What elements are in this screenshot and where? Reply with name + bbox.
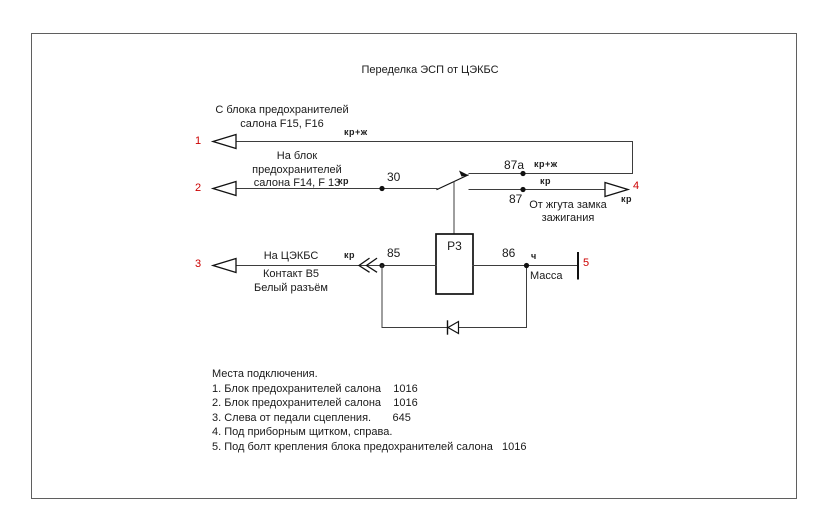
relay-switch-blade (437, 175, 468, 190)
point2-label-line1: На блок (276, 150, 318, 162)
junction-dot-30 (379, 186, 384, 191)
point-number-4: 4 (633, 180, 640, 192)
junction-dot-86 (524, 263, 529, 268)
wire3-color-label: кр (344, 250, 356, 260)
point-number-5: 5 (583, 257, 590, 269)
terminal-arrow-1 (213, 135, 236, 149)
note-item-5: 5. Под болт крепления блока предохранителей салона 1016 (212, 440, 527, 453)
diode-icon (448, 321, 459, 334)
point2-label-line3: салона F14, F 13 (253, 177, 341, 189)
wire1-color-label: кр+ж (344, 127, 368, 137)
terminal-arrow-3 (213, 259, 236, 273)
point2-label-line2: предохранителей (252, 163, 342, 176)
point1-label-line2: салона F15, F16 (240, 117, 324, 130)
point-number-3: 3 (195, 258, 202, 270)
relay-contact-87-label: 87 (509, 192, 523, 206)
terminal-arrow-2 (213, 182, 236, 196)
connection-notes (212, 367, 526, 455)
point4-label-line2: зажигания (541, 212, 595, 224)
page-title: Переделка ЭСП от ЦЭКБС (361, 64, 499, 76)
relay-contact-30-label: 30 (387, 170, 401, 184)
relay-contact-85-label: 85 (387, 246, 401, 260)
note-item-2: 2. Блок предохранителей салона 1016 (212, 397, 418, 410)
note-item-1: 1. Блок предохранителей салона 1016 (212, 382, 418, 395)
wire2-color-label: кр (338, 176, 350, 186)
point1-label (212, 104, 352, 131)
switch-blade-arrowhead (459, 171, 469, 177)
point1-label-line1: С блока предохранителей (215, 104, 349, 116)
relay-contact-86-label: 86 (502, 246, 516, 260)
wire87a-color-label: кр+ж (534, 159, 558, 169)
point4-label-line1: От жгута замка (529, 199, 607, 211)
point3-label-line3: Белый разъём (254, 282, 328, 294)
notes-heading: Места подключения. (212, 368, 318, 380)
ground-label: Масса (530, 270, 563, 282)
point3-label-line1: На ЦЭКБС (263, 250, 319, 262)
point3-label-line2: Контакт В5 (262, 268, 320, 280)
note-item-4: 4. Под приборным щитком, справа. (212, 426, 393, 439)
point2-label (247, 150, 350, 191)
relay-designator: Р3 (447, 239, 462, 253)
wire5-color-label: ч (531, 251, 537, 261)
relay-contact-87a-label: 87а (504, 158, 525, 172)
point-number-1: 1 (195, 135, 202, 147)
wire4-color-label: кр (621, 194, 633, 204)
wire87-color-label: кр (540, 176, 552, 186)
note-item-3: 3. Слева от педали сцепления. 645 (212, 411, 411, 424)
point4-label (512, 199, 624, 225)
point-number-2: 2 (195, 182, 202, 194)
